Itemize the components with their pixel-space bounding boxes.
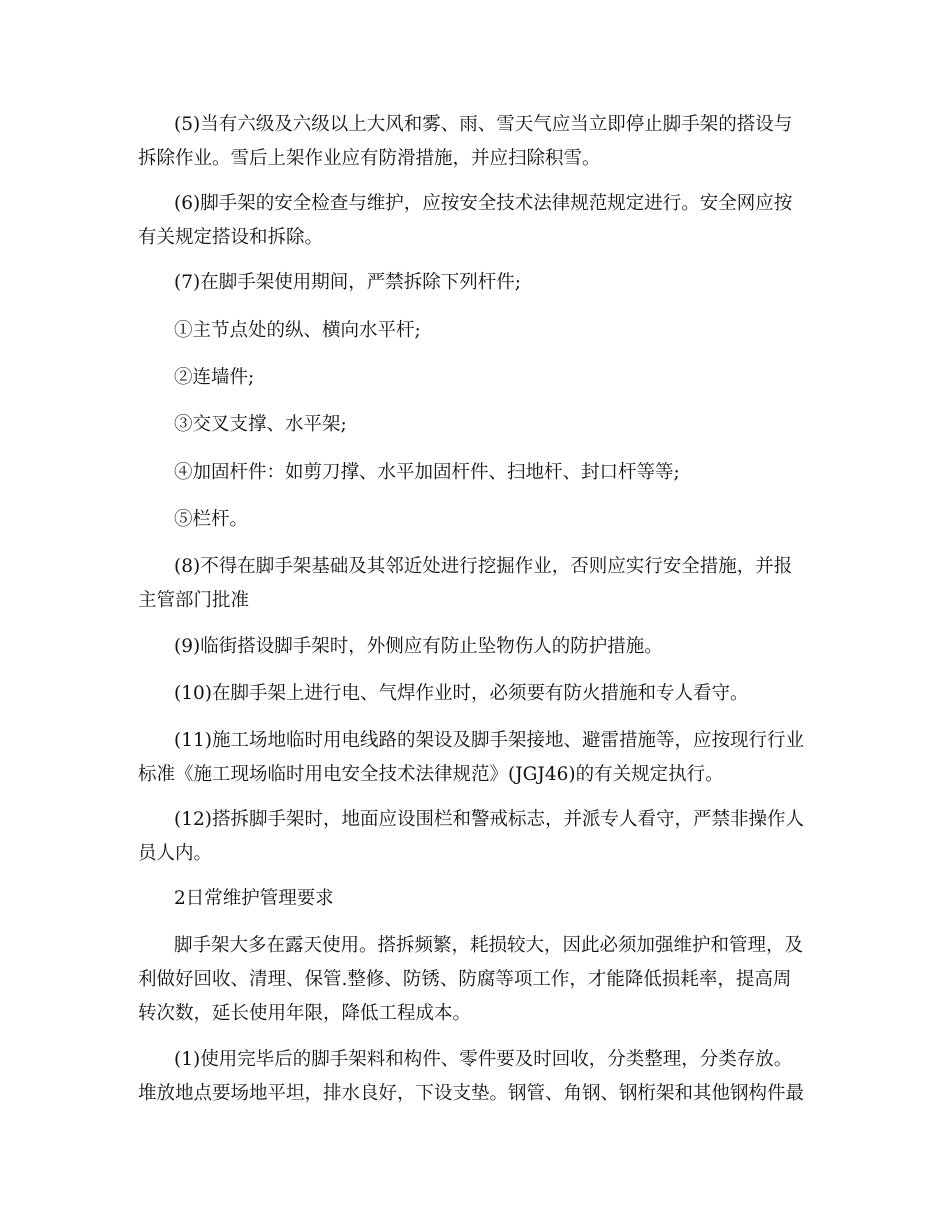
list-item-1: ①主节点处的纵、横向水平杆; <box>174 320 421 341</box>
paragraph-8-line-2: 主管部门批准 <box>138 590 250 611</box>
maintenance-paragraph-line-2: 利做好回收、清理、保管.整修、防锈、防腐等项工作，才能降低损耗率，提高周 <box>138 969 792 990</box>
paragraph-10: (10)在脚手架上进行电、气焊作业时，必须要有防火措施和专人看守。 <box>174 683 749 704</box>
paragraph-8-line-1: (8)不得在脚手架基础及其邻近处进行挖掘作业，否则应实行安全措施，并报 <box>174 556 793 577</box>
paragraph-9: (9)临街搭设脚手架时，外侧应有防止坠物伤人的防护措施。 <box>174 636 663 657</box>
paragraph-12-line-1: (12)搭拆脚手架时，地面应设围栏和警戒标志，并派专人看守，严禁非操作人 <box>174 809 804 830</box>
maintenance-item-1-line-1: (1)使用完毕后的脚手架料和构件、零件要及时回收，分类整理，分类存放。 <box>174 1049 793 1070</box>
section-heading: 2日常维护管理要求 <box>174 888 334 909</box>
paragraph-12-line-2: 员人内。 <box>138 843 213 864</box>
list-item-5: ⑤栏杆。 <box>174 509 249 530</box>
paragraph-7: (7)在脚手架使用期间，严禁拆除下列杆件; <box>174 272 521 293</box>
maintenance-paragraph-line-1: 脚手架大多在露天使用。搭拆频繁，耗损较大，因此必须加强维护和管理，及 <box>174 935 804 956</box>
paragraph-11-line-2: 标准《施工现场临时用电安全技术法律规范》(JGJ46)的有关规定执行。 <box>138 764 724 785</box>
paragraph-6-line-2: 有关规定搭设和拆除。 <box>138 227 324 248</box>
maintenance-item-1-line-2: 堆放地点要场地平坦，排水良好，下设支垫。钢管、角钢、钢桁架和其他钢构件最 <box>138 1083 805 1104</box>
list-item-3: ③交叉支撑、水平架; <box>174 414 347 435</box>
paragraph-6-line-1: (6)脚手架的安全检查与维护，应按安全技术法律规范规定进行。安全网应按 <box>174 193 793 214</box>
paragraph-11-line-1: (11)施工场地临时用电线路的架设及脚手架接地、避雷措施等，应按现行行业 <box>174 730 804 751</box>
paragraph-5-line-1: (5)当有六级及六级以上大风和雾、雨、雪天气应当立即停止脚手架的搭设与 <box>174 114 793 135</box>
list-item-2: ②连墙件; <box>174 367 255 388</box>
list-item-4: ④加固杆件：如剪刀撑、水平加固杆件、扫地杆、封口杆等等; <box>174 462 680 483</box>
maintenance-paragraph-line-3: 转次数，延长使用年限，降低工程成本。 <box>138 1003 472 1024</box>
paragraph-5-line-2: 拆除作业。雪后上架作业应有防滑措施，并应扫除积雪。 <box>138 148 601 169</box>
